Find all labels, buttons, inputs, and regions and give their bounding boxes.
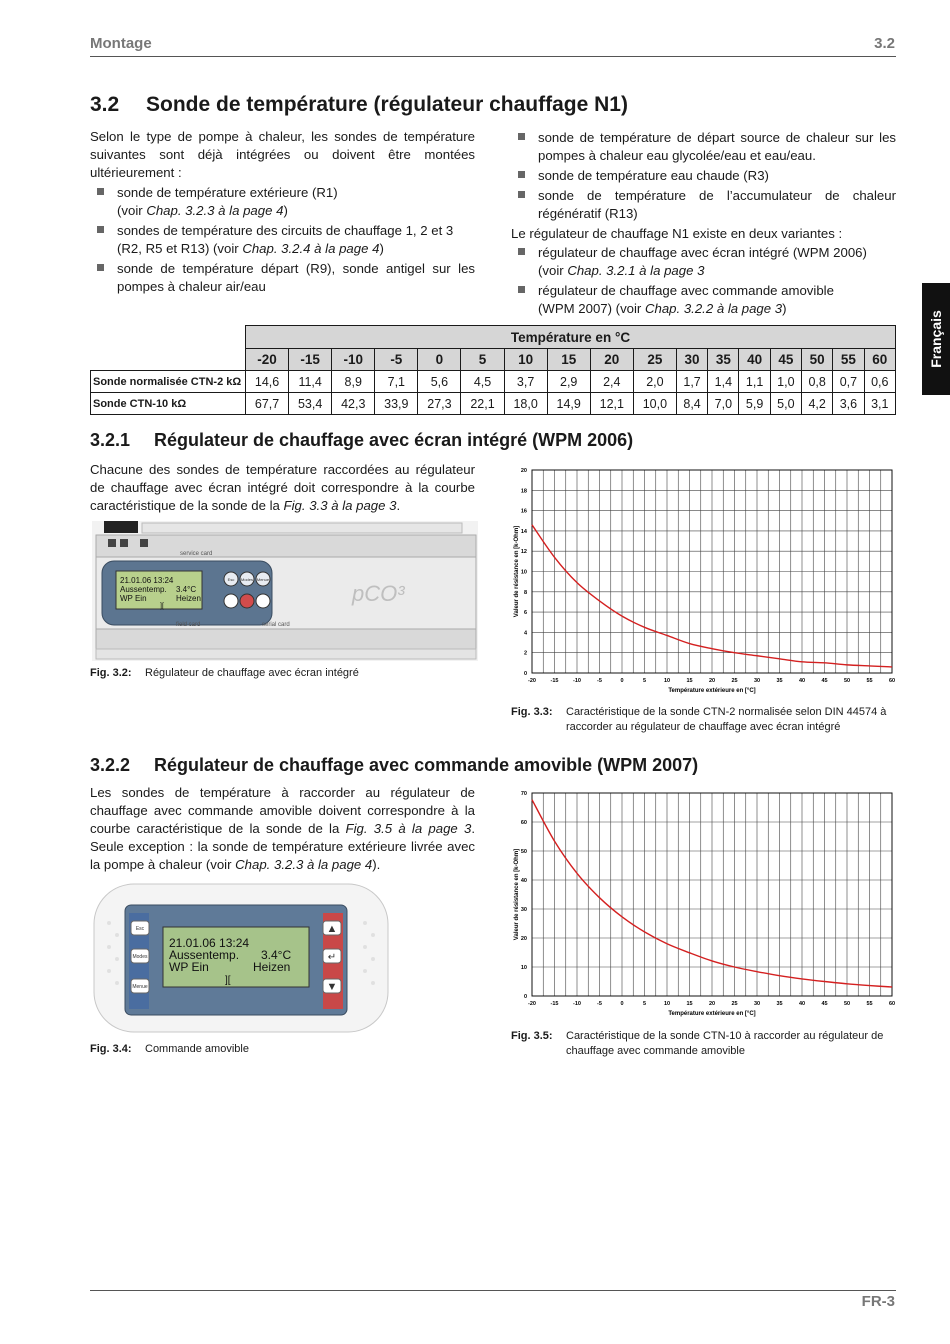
list-item: sonde de température de départ source de chaleur sur les pompes à chaleur eau glycolée/eau et eau/eau.: [511, 129, 896, 165]
temperature-header-cell: 5: [461, 349, 504, 371]
resistance-table: [90, 325, 896, 415]
table-cell: 53,4: [289, 393, 332, 415]
table-cell: 27,3: [418, 393, 461, 415]
table-cell: 1,1: [739, 371, 770, 393]
temperature-header-cell: -10: [332, 349, 375, 371]
x-tick-label: -10: [573, 1001, 581, 1007]
x-tick-label: 40: [798, 1001, 806, 1007]
table-cell: 3,7: [504, 371, 547, 393]
table-cell: 12,1: [590, 393, 633, 415]
table-cell: 4,2: [802, 393, 833, 415]
table-cell: 2,4: [590, 371, 633, 393]
controller-device-image: [92, 521, 478, 661]
table-cell: 1,0: [770, 371, 801, 393]
temperature-header-cell: 0: [418, 349, 461, 371]
figure-3-5-caption: Fig. 3.5: Caractéristique de la sonde CTN-10 à raccorder au régulateur de chauffage avec commande amovible: [511, 1030, 884, 1057]
ctn10-characteristic-chart: [508, 786, 900, 1022]
x-tick-label: 60: [888, 678, 896, 684]
x-axis-label: Température extérieure en [°C]: [668, 1011, 756, 1017]
variants-intro: Le régulateur de chauffage N1 existe en deux variantes :: [511, 226, 843, 241]
y-tick-label: 2: [523, 650, 527, 657]
x-tick-label: 45: [821, 678, 828, 684]
x-tick-label: -10: [573, 678, 581, 684]
temperature-header-cell: 55: [833, 349, 864, 371]
table-cell: 3,1: [864, 393, 895, 415]
footer-rule: [90, 1290, 896, 1291]
bullet-icon: [518, 133, 525, 140]
temperature-header-cell: 60: [864, 349, 895, 371]
figure-3-3-caption: Fig. 3.3: Caractéristique de la sonde CTN-2 normalisée selon DIN 44574 à raccorder au régulateur de chauffage avec écran intégré: [511, 706, 887, 733]
figure-3-4-caption: Fig. 3.4: Commande amovible: [90, 1043, 249, 1055]
table-cell: 8,9: [332, 371, 375, 393]
list-item: sonde de température départ (R9), sonde antigel sur les pompes à chaleur air/eau: [90, 260, 475, 296]
y-axis-label: Valeur de résistance en [k-Ohm]: [514, 525, 520, 618]
y-tick-label: 10: [520, 569, 527, 576]
figure-3-2-caption: Fig. 3.2: Régulateur de chauffage avec écran intégré: [90, 667, 359, 679]
list-item: sonde de température de l’accumulateur de chaleur régénératif (R13): [511, 187, 896, 223]
down-arrow-icon: ▼: [326, 981, 338, 993]
y-tick-label: 70: [520, 791, 527, 797]
down-button[interactable]: [224, 594, 238, 608]
table-cell: 11,4: [289, 371, 332, 393]
table-header-row: [91, 326, 896, 349]
cross-reference-link[interactable]: Chap. 3.2.1 à la page 3: [567, 263, 705, 278]
y-tick-label: 20: [520, 936, 527, 942]
table-row: [91, 393, 896, 415]
sensor-list-left: [90, 184, 475, 296]
x-tick-label: 55: [866, 678, 873, 684]
table-cell: 2,9: [547, 371, 590, 393]
temperature-header-cell: 45: [770, 349, 801, 371]
menue-button-label: Menue: [132, 984, 148, 990]
lcd-line-2a: Aussentemp.: [120, 585, 167, 594]
x-tick-label: 10: [663, 678, 671, 684]
x-tick-label: 45: [821, 1001, 828, 1007]
x-tick-label: -15: [550, 678, 559, 684]
x-tick-label: 25: [731, 1001, 738, 1007]
y-axis-label: Valeur de résistance en [k-Ohm]: [514, 848, 520, 941]
row-label: Sonde CTN-10 kΩ: [91, 393, 246, 415]
temperature-header-cell: 50: [802, 349, 833, 371]
running-header-section: 3.2: [874, 35, 895, 52]
x-tick-label: -5: [597, 1001, 602, 1007]
enter-button[interactable]: [240, 594, 254, 608]
table-cell: 1,4: [708, 371, 739, 393]
removable-panel-image: [93, 883, 389, 1033]
lcd-line-4: ][: [160, 603, 164, 610]
bullet-icon: [97, 188, 104, 195]
intro-right-column: [511, 128, 896, 320]
removable-panel-illustration: [93, 883, 389, 1033]
table-cell: 0,6: [864, 371, 895, 393]
ctn2-characteristic-chart: [508, 463, 900, 699]
pco-logo: pCO³: [352, 581, 405, 606]
y-tick-label: 18: [520, 488, 527, 495]
table-cell: 7,0: [708, 393, 739, 415]
lcd-line-2b: 3.4°C: [176, 585, 197, 594]
temperature-header-cell: 10: [504, 349, 547, 371]
temperature-header-cell: 30: [676, 349, 707, 371]
table-cell: 67,7: [246, 393, 289, 415]
x-tick-label: 5: [642, 678, 647, 684]
lcd-line-3a: WP Ein: [169, 960, 209, 974]
enter-icon: ↵: [327, 952, 337, 963]
serial-card-label: serial card: [262, 622, 290, 628]
list-item: régulateur de chauffage avec commande amovible (WPM 2007) (voir Chap. 3.2.2 à la page 3): [511, 282, 896, 318]
lcd-line-3a: WP Ein: [120, 594, 147, 603]
y-tick-label: 10: [520, 965, 527, 971]
list-item: sondes de température des circuits de chauffage 1, 2 et 3 (R2, R5 et R13) (voir Chap. 3.2.4 à la page 4): [90, 222, 475, 258]
temperature-header-cell: 40: [739, 349, 770, 371]
table-cell: 10,0: [633, 393, 676, 415]
service-card-label: service card: [180, 551, 213, 557]
list-item: sonde de température eau chaude (R3): [511, 167, 896, 185]
y-tick-label: 8: [523, 589, 527, 596]
table-cell: 4,5: [461, 371, 504, 393]
x-tick-label: 5: [642, 1001, 647, 1007]
modes-button-label: Modes: [132, 954, 148, 960]
x-tick-label: 30: [753, 678, 761, 684]
table-corner: [91, 349, 246, 371]
cross-reference-link[interactable]: Chap. 3.2.2 à la page 3: [644, 301, 783, 316]
x-tick-label: -20: [528, 678, 536, 684]
x-tick-label: -20: [528, 1001, 536, 1007]
x-tick-label: 25: [731, 678, 738, 684]
x-tick-label: 30: [753, 1001, 761, 1007]
x-tick-label: 0: [620, 1001, 624, 1007]
x-axis-label: Température extérieure en [°C]: [668, 688, 756, 694]
lcd-line-1: 21.01.06 13:24: [120, 576, 174, 585]
lcd-line-2b: 3.4°C: [261, 948, 292, 962]
temperature-header-cell: -20: [246, 349, 289, 371]
x-tick-label: 35: [776, 1001, 783, 1007]
table-cell: 0,8: [802, 371, 833, 393]
x-tick-label: 60: [888, 1001, 896, 1007]
language-tab: [922, 283, 950, 395]
row-label: Sonde normalisée CTN-2 kΩ: [91, 371, 246, 393]
cross-reference-link[interactable]: Fig. 3.3 à la page 3: [283, 498, 397, 513]
temperature-header-cell: 20: [590, 349, 633, 371]
language-tab-label: Français: [928, 310, 944, 368]
table-cell: 14,6: [246, 371, 289, 393]
bullet-icon: [518, 248, 525, 255]
table-cell: 1,7: [676, 371, 707, 393]
chart-plot-area: [514, 791, 895, 1017]
cross-reference-link[interactable]: Chap. 3.2.3 à la page 4: [235, 857, 373, 872]
x-tick-label: 50: [843, 1001, 851, 1007]
esc-button-label: Esc: [227, 577, 235, 582]
table-temp-row: [91, 349, 896, 371]
temperature-header-cell: 25: [633, 349, 676, 371]
running-header-title: Montage: [90, 35, 152, 52]
y-tick-label: 16: [520, 508, 527, 515]
bullet-icon: [97, 264, 104, 271]
y-tick-label: 12: [520, 549, 527, 556]
y-tick-label: 4: [523, 630, 527, 637]
y-tick-label: 6: [523, 610, 527, 617]
intro-paragraph: Selon le type de pompe à chaleur, les sondes de température suivantes sont déjà intégrées ou doivent être montées ultérieurement :: [90, 129, 475, 180]
bullet-icon: [518, 286, 525, 293]
x-tick-label: 55: [866, 1001, 873, 1007]
table-header-temperature: Température en °C: [246, 326, 896, 349]
up-button[interactable]: [256, 594, 270, 608]
bullet-icon: [518, 191, 525, 198]
temperature-header-cell: 35: [708, 349, 739, 371]
subsection-2-text: Les sondes de température à raccorder au régulateur de chauffage avec commande amovible doivent correspondre à la courbe caractéristique de la sonde de la Fig. 3.5 à la page 3. Seule exception : la sonde de température extérieure livrée avec la pompe à chaleur (voir Chap. 3.2.3 à la page 4).: [90, 785, 475, 872]
bullet-icon: [518, 171, 525, 178]
esc-button-label: Esc: [135, 926, 145, 932]
list-item: régulateur de chauffage avec écran intégré (WPM 2006) (voir Chap. 3.2.1 à la page 3: [511, 244, 896, 280]
subsection-title-3-2-1: 3.2.1 Régulateur de chauffage avec écran intégré (WPM 2006): [90, 430, 634, 450]
menue-button-label: Menue: [256, 577, 270, 582]
y-tick-label: 40: [520, 878, 527, 884]
lcd-line-1: 21.01.06 13:24: [169, 936, 250, 950]
x-tick-label: 10: [663, 1001, 671, 1007]
table-cell: 5,6: [418, 371, 461, 393]
modes-button-label: Modes: [240, 577, 254, 582]
x-tick-label: 40: [798, 678, 806, 684]
x-tick-label: -15: [550, 1001, 559, 1007]
field-card-label: field card: [176, 622, 201, 628]
y-tick-label: 0: [523, 671, 527, 677]
table-cell: 0,7: [833, 371, 864, 393]
table-cell: 5,9: [739, 393, 770, 415]
page-number: FR-3: [861, 1293, 895, 1310]
header-rule: [90, 56, 896, 57]
cross-reference-link[interactable]: Chap. 3.2.3 à la page 4: [146, 203, 284, 218]
lcd-line-3b: Heizen: [176, 594, 201, 603]
subsection-title-3-2-2: 3.2.2 Régulateur de chauffage avec commande amovible (WPM 2007): [90, 755, 699, 775]
table-cell: 42,3: [332, 393, 375, 415]
cross-reference-link[interactable]: Fig. 3.5 à la page 3: [345, 821, 472, 836]
chart-plot-area: [514, 468, 895, 694]
x-tick-label: 20: [708, 1001, 716, 1007]
y-tick-label: 14: [520, 528, 527, 535]
x-tick-label: 15: [686, 678, 693, 684]
y-tick-label: 60: [520, 820, 527, 826]
table-cell: 18,0: [504, 393, 547, 415]
table-corner: [91, 326, 246, 349]
section-title: 3.2 Sonde de température (régulateur chauffage N1): [90, 93, 628, 116]
y-tick-label: 0: [523, 994, 527, 1000]
temperature-header-cell: -15: [289, 349, 332, 371]
table-cell: 22,1: [461, 393, 504, 415]
variant-list: [511, 244, 896, 318]
x-tick-label: 0: [620, 678, 624, 684]
temperature-header-cell: 15: [547, 349, 590, 371]
table-cell: 33,9: [375, 393, 418, 415]
temperature-header-cell: -5: [375, 349, 418, 371]
table-cell: 2,0: [633, 371, 676, 393]
y-tick-label: 30: [520, 907, 527, 913]
table-cell: 3,6: [833, 393, 864, 415]
x-tick-label: 15: [686, 1001, 693, 1007]
lcd-line-4: ][: [225, 975, 231, 986]
bullet-icon: [97, 226, 104, 233]
intro-left-column: [90, 128, 475, 298]
y-tick-label: 20: [520, 468, 527, 474]
table-cell: 8,4: [676, 393, 707, 415]
x-tick-label: 50: [843, 678, 851, 684]
sensor-list-right: [511, 129, 896, 223]
table-cell: 7,1: [375, 371, 418, 393]
y-tick-label: 50: [520, 849, 527, 855]
lcd-line-2a: Aussentemp.: [169, 948, 240, 962]
lcd-line-3b: Heizen: [253, 960, 291, 974]
list-item: sonde de température extérieure (R1) (voir Chap. 3.2.3 à la page 4): [90, 184, 475, 220]
up-arrow-icon: ▲: [326, 923, 338, 935]
controller-device-illustration: [92, 521, 478, 661]
cross-reference-link[interactable]: Chap. 3.2.4 à la page 4: [242, 241, 380, 256]
table-cell: 5,0: [770, 393, 801, 415]
table-cell: 14,9: [547, 393, 590, 415]
table-row: [91, 371, 896, 393]
x-tick-label: 35: [776, 678, 783, 684]
subsection-1-text: Chacune des sondes de température raccordées au régulateur de chauffage avec écran intégré doit correspondre à la courbe caractéristique de la sonde de la Fig. 3.3 à la page 3.: [90, 462, 475, 513]
x-tick-label: -5: [597, 678, 602, 684]
x-tick-label: 20: [708, 678, 716, 684]
